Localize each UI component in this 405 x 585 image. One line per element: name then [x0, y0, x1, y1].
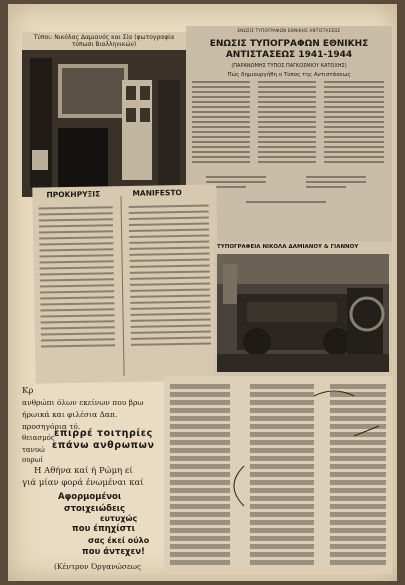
stamp2-line-5: που άντεχεν!	[82, 547, 145, 557]
proclamation-text	[33, 200, 220, 383]
stamp2-line-0: Αφορμομένοι	[58, 492, 122, 502]
left-text-line-2: ήρωικά και φιλέσια Δαπ.	[22, 410, 118, 419]
left-text-line-8: γιά μίαν φορά ένωμέναι καί	[22, 478, 144, 488]
manifesto-title: MANIFESTO	[132, 188, 182, 198]
left-text-line-7: Η Αθήνα καί ή Ρώμη εί	[34, 466, 133, 476]
stamp2-line-4: σας έκεί ούλο	[88, 536, 150, 545]
names-list-sheet	[164, 376, 392, 574]
left-text-line-4: θειασμός	[22, 434, 55, 442]
newspaper-columns	[186, 81, 392, 231]
newspaper-collage-page	[8, 4, 397, 581]
newspaper-title: ΕΝΩΣΙΣ ΤΥΠΟΓΡΑΦΩΝ ΕΘΝΙΚΗΣ ΑΝΤΙΣΤΑΣΕΩΣ 1941-1944	[209, 39, 369, 60]
stamp2-line-2: ευτυχώς	[100, 514, 138, 523]
newspaper-article	[186, 26, 392, 244]
printing-press-photo	[217, 254, 389, 372]
proclamation-title: ΠΡΟΚΗΡΥΞΙΣ	[46, 189, 101, 200]
newspaper-lead: Πώς δημιουργήθη ο Τύπος της Αντιστάσεως	[227, 72, 351, 78]
stamp2-line-1: στοιχειώδεις	[64, 504, 126, 514]
printing-press-photo-block	[214, 242, 392, 376]
left-text-line-5: τανυώ	[22, 446, 45, 454]
left-text-fragment	[20, 380, 170, 576]
hand-drawn-marks	[164, 376, 392, 574]
stamp-line-1: επάνω ανθρωπων	[52, 440, 155, 451]
bottom-caption: (Κέντρον Όργανώσεως	[54, 562, 142, 571]
left-text-line-0: Κρ	[22, 386, 34, 396]
newspaper-subtitle: (ΠΑΡΑΝΟΜΗΣ ΤΥΠΟΣ ΠΑΓΚΟΣΜΙΟΥ ΚΑΤΟΧΗΣ)	[231, 63, 347, 69]
photo-top-caption: Τύποι: Νικόλας Δαμιανός και Σία (φωτογραφία τύπωσι Βιαλληνικών)	[33, 34, 175, 48]
shop-front-photo	[22, 50, 186, 200]
left-text-line-1: ανθρώπι όλων εκείνων που βρω	[22, 398, 144, 407]
left-text-line-3: προσηγόρια τό.	[22, 422, 81, 431]
stamp2-line-3: που έπηχίστι	[72, 524, 135, 534]
newspaper-header-small: ΕΝΩΣΙΣ ΤΥΠΟΓΡΑΦΩΝ ΕΘΝΙΚΗΣ ΑΝΤΙΣΤΑΣΕΩΣ	[237, 28, 341, 33]
left-text-line-6: ουρωί	[22, 456, 44, 464]
press-caption: ΤΥΠΟΓΡΑΦΕΙΑ ΝΙΚΟΛΑ ΔΑΜΙΑΝΟΥ & ΓΙΑΝΝΟΥ	[217, 244, 359, 250]
stamp-line-0: επιρρέ τοιτηρίες	[54, 428, 153, 439]
proclamation-manifesto-sheet	[32, 184, 219, 383]
shop-front-photo-block	[22, 32, 186, 200]
